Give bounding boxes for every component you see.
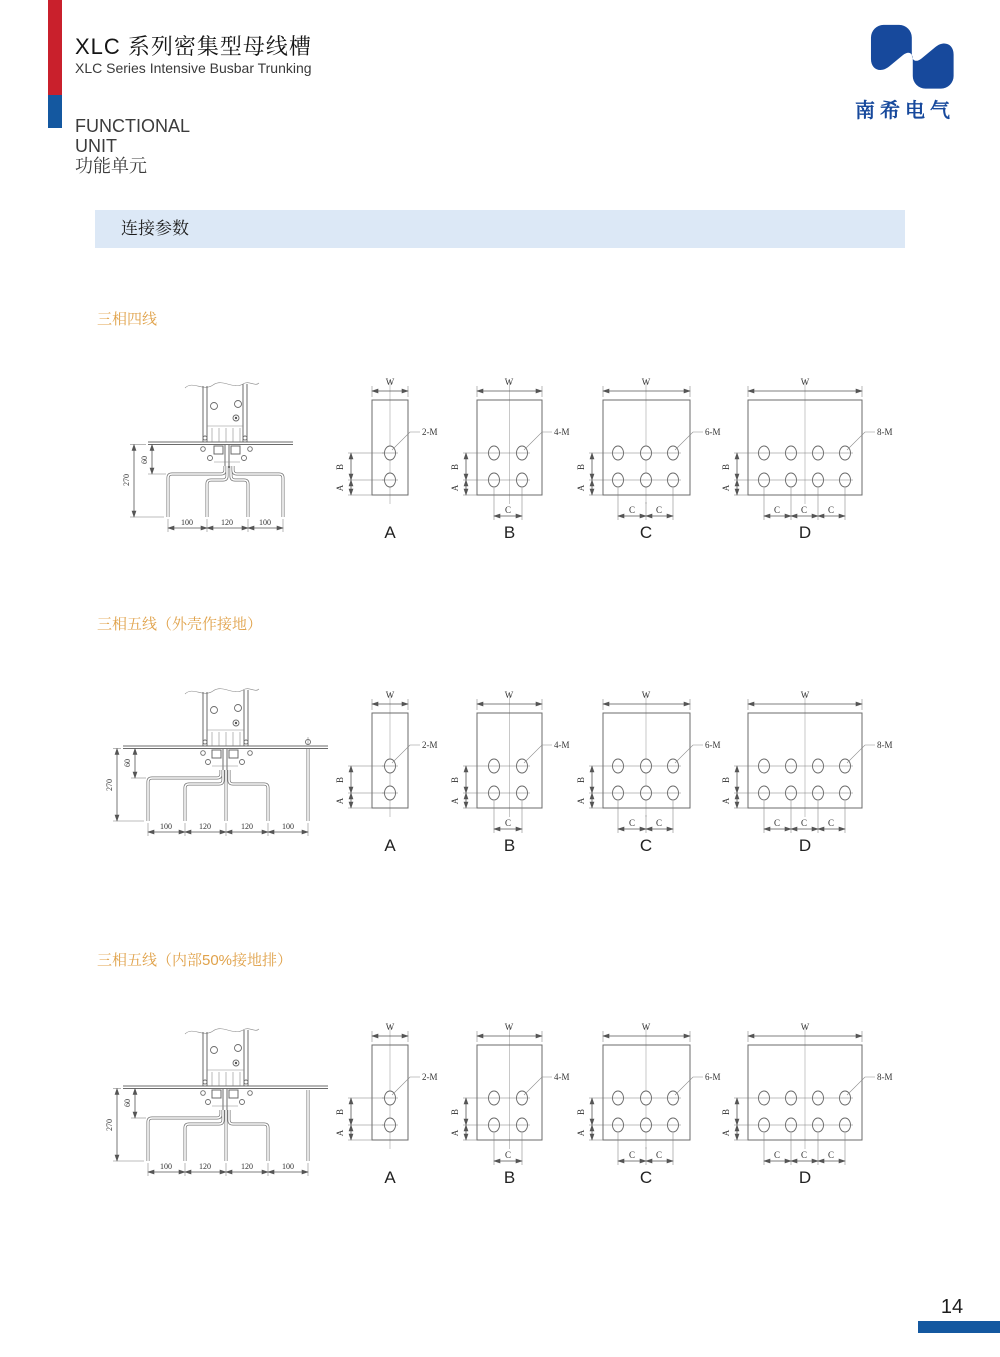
dim-c: C [504, 818, 512, 828]
dim-a: A [576, 797, 586, 805]
unit-zh-line: 功能单元 [75, 156, 147, 176]
dim-b: B [450, 463, 460, 471]
dim-c: C [628, 1150, 636, 1160]
dim-60: 60 [140, 456, 149, 464]
dim-w: W [385, 377, 395, 387]
section-3-title: 三相五线（内部50%接地排） [97, 952, 293, 969]
dim-100: 100 [282, 1162, 294, 1171]
dim-b: B [721, 776, 731, 784]
company-logo [843, 22, 967, 123]
panel-label-d: D [798, 836, 812, 855]
panel-label-c: C [639, 1168, 653, 1187]
dim-w: W [504, 1022, 514, 1032]
dim-w: W [385, 690, 395, 700]
panel-label-d: D [798, 1168, 812, 1187]
dim-b: B [450, 776, 460, 784]
dim-a: A [450, 797, 460, 805]
page-title-en: XLC Series Intensive Busbar Trunking [75, 60, 312, 76]
functional-line: FUNCTIONAL [75, 116, 191, 136]
bolt-count-label: 8-M [877, 740, 893, 750]
cross-section-drawing-3ph4w [108, 376, 348, 554]
functional-unit-heading [75, 116, 190, 176]
dim-b: B [576, 1108, 586, 1116]
dim-c: C [800, 505, 808, 515]
dim-b: B [335, 776, 345, 784]
panel-label-c: C [639, 523, 653, 542]
dim-b: B [576, 463, 586, 471]
section-banner [95, 210, 905, 248]
dim-120: 120 [199, 822, 211, 831]
panel-label-a: A [384, 1168, 396, 1187]
dim-a: A [576, 484, 586, 492]
dim-c: C [504, 1150, 512, 1160]
dim-a: A [721, 1129, 731, 1137]
bolt-count-label: 4-M [554, 1072, 570, 1082]
dim-a: A [721, 484, 731, 492]
dim-c: C [827, 818, 835, 828]
cross-section-drawing-3ph5w-shell [93, 682, 353, 860]
dim-w: W [504, 690, 514, 700]
panel-label-b: B [503, 836, 516, 855]
bolt-count-label: 6-M [705, 740, 721, 750]
dim-120: 120 [241, 1162, 253, 1171]
dim-c: C [827, 1150, 835, 1160]
bolt-count-label: 6-M [705, 1072, 721, 1082]
bolt-count-label: 2-M [422, 427, 438, 437]
dim-120: 120 [241, 822, 253, 831]
dim-270: 270 [105, 779, 114, 791]
page-number: 14 [940, 1296, 964, 1318]
dim-c: C [504, 505, 512, 515]
dim-b: B [721, 1108, 731, 1116]
dim-c: C [628, 505, 636, 515]
footer-accent-bar [918, 1321, 1000, 1333]
panel-label-a: A [384, 836, 396, 855]
dim-c: C [800, 818, 808, 828]
logo-text: 南希电气 [855, 100, 955, 122]
dim-c: C [628, 818, 636, 828]
dim-w: W [385, 1022, 395, 1032]
dim-a: A [335, 797, 345, 805]
dim-b: B [576, 776, 586, 784]
dim-a: A [335, 1129, 345, 1137]
panel-label-b: B [503, 1168, 516, 1187]
page-title-zh: XLC 系列密集型母线槽 [75, 34, 312, 59]
dim-100: 100 [181, 518, 193, 527]
hole-pattern-a [332, 685, 457, 857]
dim-c: C [773, 1150, 781, 1160]
accent-bar-red [48, 0, 62, 95]
cross-section-drawing-3ph5w-pe50 [93, 1022, 353, 1200]
dim-270: 270 [122, 474, 131, 486]
dim-b: B [450, 1108, 460, 1116]
bolt-count-label: 6-M [705, 427, 721, 437]
unit-line: UNIT [75, 136, 117, 156]
dim-c: C [655, 1150, 663, 1160]
bolt-count-label: 4-M [554, 427, 570, 437]
dim-w: W [504, 377, 514, 387]
banner-title: 连接参数 [121, 219, 189, 238]
dim-60: 60 [123, 1099, 132, 1107]
dim-a: A [721, 797, 731, 805]
dim-100: 100 [160, 1162, 172, 1171]
bolt-count-label: 2-M [422, 1072, 438, 1082]
dim-w: W [641, 1022, 651, 1032]
dim-b: B [335, 1108, 345, 1116]
dim-b: B [721, 463, 731, 471]
dim-a: A [335, 484, 345, 492]
dim-w: W [800, 377, 810, 387]
dim-c: C [655, 818, 663, 828]
dim-60: 60 [123, 759, 132, 767]
bolt-count-label: 2-M [422, 740, 438, 750]
dim-c: C [827, 505, 835, 515]
dim-120: 120 [199, 1162, 211, 1171]
panel-label-d: D [798, 523, 812, 542]
logo-icon [855, 22, 955, 92]
dim-c: C [773, 505, 781, 515]
dim-c: C [773, 818, 781, 828]
dim-100: 100 [282, 822, 294, 831]
dim-w: W [800, 1022, 810, 1032]
bolt-count-label: 8-M [877, 427, 893, 437]
dim-b: B [335, 463, 345, 471]
dim-c: C [800, 1150, 808, 1160]
section-1-title: 三相四线 [97, 311, 158, 328]
panel-label-b: B [503, 523, 516, 542]
dim-270: 270 [105, 1119, 114, 1131]
dim-w: W [641, 690, 651, 700]
dim-c: C [655, 505, 663, 515]
panel-label-c: C [639, 836, 653, 855]
hole-pattern-a [332, 1017, 457, 1189]
bolt-count-label: 8-M [877, 1072, 893, 1082]
section-2-title: 三相五线（外壳作接地） [97, 616, 263, 633]
hole-pattern-d [718, 685, 933, 857]
dim-a: A [450, 1129, 460, 1137]
dim-120: 120 [221, 518, 233, 527]
panel-label-a: A [384, 523, 396, 542]
dim-100: 100 [160, 822, 172, 831]
accent-bar-blue [48, 95, 62, 128]
hole-pattern-a [332, 372, 457, 544]
hole-pattern-d [718, 1017, 933, 1189]
dim-a: A [450, 484, 460, 492]
dim-a: A [576, 1129, 586, 1137]
hole-pattern-d [718, 372, 933, 544]
dim-100: 100 [259, 518, 271, 527]
dim-w: W [641, 377, 651, 387]
bolt-count-label: 4-M [554, 740, 570, 750]
dim-w: W [800, 690, 810, 700]
